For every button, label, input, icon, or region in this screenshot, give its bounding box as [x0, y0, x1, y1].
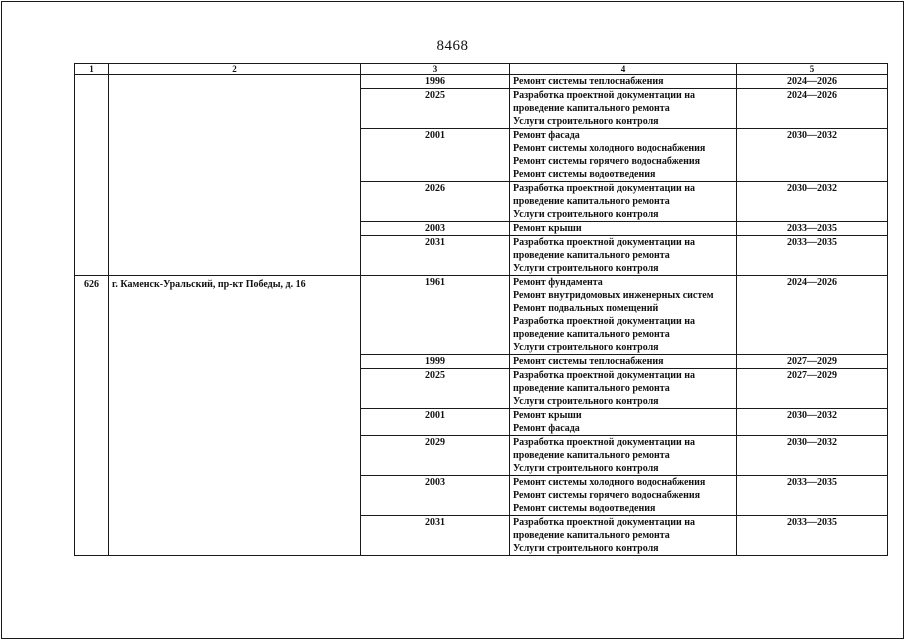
work-item: Ремонт системы холодного водоснабжения: [513, 477, 706, 488]
column-header-5: 5: [737, 64, 888, 75]
work-item: проведение капитального ремонта: [513, 450, 670, 461]
work-item: Ремонт подвальных помещений: [513, 303, 659, 314]
work-item: Ремонт крыши: [513, 410, 582, 421]
work-item: Разработка проектной документации на: [513, 90, 696, 101]
works-cell: [510, 476, 737, 516]
period-cell: 2033—2035: [737, 476, 888, 516]
table-body: [75, 75, 888, 556]
period-cell: 2033—2035: [737, 222, 888, 236]
repair-schedule-table: [74, 63, 888, 556]
object-address-cell: г. Каменск-Уральский, пр-кт Победы, д. 16: [109, 276, 361, 556]
work-item: Услуги строительного контроля: [513, 342, 659, 353]
year-cell: 1996: [361, 75, 510, 89]
works-cell: [510, 89, 737, 129]
works-cell: [510, 436, 737, 476]
work-item: Ремонт внутридомовых инженерных систем: [513, 290, 714, 301]
work-item: проведение капитального ремонта: [513, 329, 670, 340]
work-item: проведение капитального ремонта: [513, 530, 670, 541]
work-item: Разработка проектной документации на: [513, 183, 696, 194]
table-row: [75, 276, 888, 355]
column-header-1: 1: [75, 64, 109, 75]
work-item: Ремонт системы горячего водоснабжения: [513, 490, 701, 501]
year-cell: 2031: [361, 516, 510, 556]
period-cell: 2024—2026: [737, 276, 888, 355]
works-cell: [510, 182, 737, 222]
work-item: проведение капитального ремонта: [513, 383, 670, 394]
work-item: проведение капитального ремонта: [513, 196, 670, 207]
work-item: Ремонт системы водоотведения: [513, 503, 656, 514]
work-item: Ремонт крыши: [513, 223, 582, 234]
period-cell: 2033—2035: [737, 516, 888, 556]
work-item: Ремонт системы холодного водоснабжения: [513, 143, 706, 154]
work-item: Ремонт фасада: [513, 130, 580, 141]
work-item: Услуги строительного контроля: [513, 263, 659, 274]
work-item: Разработка проектной документации на: [513, 237, 696, 248]
works-cell: [510, 276, 737, 355]
object-address-cell: [109, 75, 361, 276]
works-cell: [510, 129, 737, 182]
page-number: 8468: [436, 38, 469, 54]
work-item: Ремонт фундамента: [513, 277, 603, 288]
work-item: Разработка проектной документации на: [513, 517, 696, 528]
work-item: проведение капитального ремонта: [513, 250, 670, 261]
column-header-3: 3: [361, 64, 510, 75]
object-index-cell: [75, 75, 109, 276]
column-header-2: 2: [109, 64, 361, 75]
year-cell: 2003: [361, 222, 510, 236]
period-cell: 2024—2026: [737, 89, 888, 129]
period-cell: 2024—2026: [737, 75, 888, 89]
year-cell: 2026: [361, 182, 510, 222]
period-cell: 2027—2029: [737, 355, 888, 369]
works-cell: [510, 355, 737, 369]
work-item: Ремонт системы теплоснабжения: [513, 76, 664, 87]
table-header-row: [75, 64, 888, 75]
work-item: Разработка проектной документации на: [513, 370, 696, 381]
works-cell: [510, 409, 737, 436]
period-cell: 2027—2029: [737, 369, 888, 409]
period-cell: 2030—2032: [737, 182, 888, 222]
work-item: Разработка проектной документации на: [513, 316, 696, 327]
works-cell: [510, 236, 737, 276]
year-cell: 2025: [361, 89, 510, 129]
works-cell: [510, 516, 737, 556]
work-item: Услуги строительного контроля: [513, 116, 659, 127]
document-page: [1, 1, 904, 639]
work-item: Разработка проектной документации на: [513, 437, 696, 448]
work-item: Ремонт системы горячего водоснабжения: [513, 156, 701, 167]
work-item: Услуги строительного контроля: [513, 396, 659, 407]
work-item: Ремонт системы водоотведения: [513, 169, 656, 180]
year-cell: 2031: [361, 236, 510, 276]
period-cell: 2033—2035: [737, 236, 888, 276]
column-header-4: 4: [510, 64, 737, 75]
year-cell: 2001: [361, 129, 510, 182]
period-cell: 2030—2032: [737, 409, 888, 436]
object-index-cell: 626: [75, 276, 109, 556]
works-cell: [510, 222, 737, 236]
table-row: [75, 75, 888, 89]
year-cell: 2029: [361, 436, 510, 476]
work-item: проведение капитального ремонта: [513, 103, 670, 114]
year-cell: 2025: [361, 369, 510, 409]
work-item: Услуги строительного контроля: [513, 543, 659, 554]
works-cell: [510, 75, 737, 89]
period-cell: 2030—2032: [737, 129, 888, 182]
work-item: Услуги строительного контроля: [513, 209, 659, 220]
work-item: Ремонт фасада: [513, 423, 580, 434]
year-cell: 2001: [361, 409, 510, 436]
work-item: Услуги строительного контроля: [513, 463, 659, 474]
work-item: Ремонт системы теплоснабжения: [513, 356, 664, 367]
year-cell: 1961: [361, 276, 510, 355]
works-cell: [510, 369, 737, 409]
year-cell: 1999: [361, 355, 510, 369]
year-cell: 2003: [361, 476, 510, 516]
period-cell: 2030—2032: [737, 436, 888, 476]
